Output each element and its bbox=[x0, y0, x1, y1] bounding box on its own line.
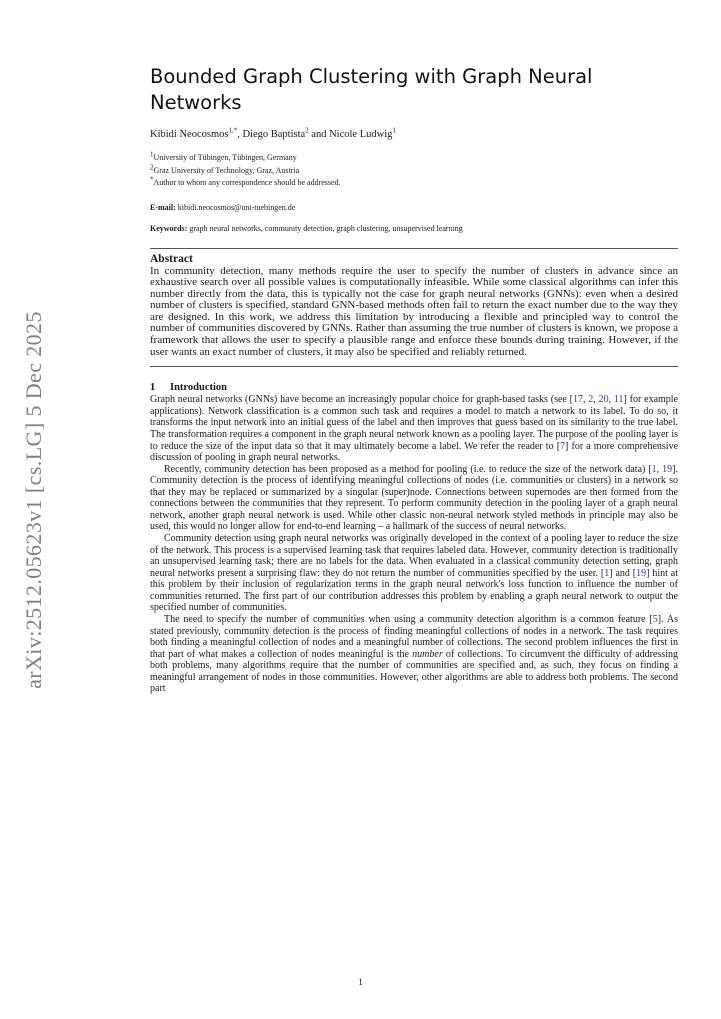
citation-link[interactable]: 1 bbox=[604, 567, 610, 579]
citation-link[interactable]: 20 bbox=[598, 394, 609, 406]
author-affiliation-mark: 1,* bbox=[228, 126, 238, 135]
paper-content bbox=[150, 64, 678, 695]
abstract-block bbox=[150, 253, 678, 359]
paragraph-text: ] for a more comprehensive discussion of pooling in graph neural networks. bbox=[150, 440, 679, 464]
keywords-text: graph neural networks, community detection, graph clustering, unsupervised learning bbox=[189, 223, 463, 233]
paragraph-text: , bbox=[593, 394, 599, 406]
body-paragraph bbox=[150, 533, 678, 614]
paragraph-text: The need to specify the number of communities when using a community detection algorithm is a common feature [ bbox=[164, 613, 653, 625]
body-paragraph bbox=[150, 614, 678, 695]
abstract-top-rule bbox=[150, 248, 678, 249]
author-separator: , bbox=[237, 129, 243, 140]
abstract-heading: Abstract bbox=[150, 252, 193, 265]
paragraph-text: Recently, community detection has been proposed as a method for pooling (i.e. to reduce the size of the network data) [ bbox=[164, 463, 652, 475]
paragraph-text: , bbox=[582, 394, 589, 406]
affiliation-text: University of Tübingen, Tübingen, Germany bbox=[153, 153, 297, 162]
section-body bbox=[150, 394, 678, 695]
section-title: Introduction bbox=[170, 382, 227, 394]
affiliation-mark: * bbox=[150, 175, 154, 184]
affiliation-item bbox=[150, 152, 678, 165]
paragraph-text: ] for example applications). Network classification is a common such task and requires a model to match a network to its label. To do so, it transforms the input network into an initial guess of the label and then improves that guess based on its similarity to the true label. The transformation requires a component in the graph neural network known as a pooling layer. The purpose of the pooling layer is to reduce the size of the input data so that it may ultimately become a label. We refer the reader to [ bbox=[150, 394, 679, 452]
body-paragraph bbox=[150, 464, 678, 533]
email-address[interactable]: kibidi.neocosmos@uni-tuebingen.de bbox=[177, 202, 296, 212]
citation-link[interactable]: 5 bbox=[652, 613, 658, 625]
citation-link[interactable]: 1 bbox=[651, 463, 657, 475]
author-affiliation-mark: 1 bbox=[392, 126, 396, 135]
affiliation-mark: 2 bbox=[150, 162, 154, 171]
emphasized-text: number bbox=[412, 648, 443, 660]
page-number: 1 bbox=[358, 978, 363, 988]
affiliation-text: Author to whom any correspondence should be addressed. bbox=[153, 178, 341, 187]
affiliation-mark: 1 bbox=[150, 150, 154, 159]
abstract-bottom-rule bbox=[150, 366, 678, 367]
affiliation-text: Graz University of Technology, Graz, Austria bbox=[153, 165, 300, 175]
paragraph-text: , bbox=[608, 394, 614, 406]
abstract-text: In community detection, many methods require the user to specify the number of clusters in advance since an exhaustive search over all possible values is computationally infeasible. While some classical algorithms can infer this number directly from the data, this is typically not the case for graph neural networks (GNNs): even when a desired number of clusters is specified, standard GNN-based methods often fail to return the exact number due to the way they are designed. In this work, we address this limitation by introducing a flexible and principled way to control the number of communities discovered by GNNs. Rather than assuming the true number of clusters is known, we propose a framework that allows the user to specify a plausible range and enforce these bounds during training. However, if the user wants an exact number of clusters, it may also be specified and reliably returned. bbox=[150, 264, 678, 358]
paragraph-text: ]. Community detection is the process of identifying meaningful collections of nodes (i.e. communities or clusters) in a network so that they may be replaced or summarized by a singular (super)node. Connections between supernodes are then formed from the connections between the communities that they represent. To perform community detection in the pooling layer of a graph neural network, another graph neural network is used. While other classic non-neural network styled methods in principle may also be used, this would no longer allow for end-to-end learning – a hallmark of the success of neural networks. bbox=[150, 463, 679, 533]
section-heading bbox=[150, 382, 678, 394]
arxiv-identifier-stamp bbox=[18, 311, 50, 689]
body-paragraph bbox=[150, 394, 678, 463]
section-number: 1 bbox=[150, 382, 156, 394]
affiliation-item bbox=[150, 162, 678, 178]
citation-link[interactable]: 7 bbox=[560, 440, 566, 452]
paragraph-text: Community detection using graph neural networks was originally developed in the context of a pooling layer to reduce the size of the network. This process is a supervised learning task that requires labeled data. However, community detection is traditionally an unsupervised learning task; there are no labels for the data. When evaluated in a classical community detection setting, graph neural networks present a surprising flaw: they do not return the number of communities specified by the user. [ bbox=[150, 533, 678, 579]
paragraph-text: of collections. To circumvent the difficulty of addressing both problems, many algorithms require that the number of communities are specified and, as such, they focus on finding a meaningful arrangement of nodes in those communities. However, other algorithms are able to address both problems. The second part bbox=[150, 648, 678, 695]
author-affiliation-mark: 2 bbox=[305, 126, 309, 135]
paragraph-text: ] hint at this problem by their inclusion of regularization terms in the graph neural network's loss function to influence the number of communities returned. The first part of our contribution addresses this problem by enabling a graph neural network to output the specified number of communities. bbox=[150, 567, 678, 614]
author-name: Diego Baptista bbox=[242, 129, 306, 140]
author-separator: and bbox=[308, 129, 330, 140]
keywords-line bbox=[150, 223, 678, 234]
author-name: Kibidi Neocosmos bbox=[150, 129, 229, 140]
citation-link[interactable]: 19 bbox=[662, 463, 673, 475]
author-list bbox=[150, 128, 678, 142]
email-line bbox=[150, 202, 678, 213]
arxiv-identifier-text: arXiv:2512.05623v1 [cs.LG] 5 Dec 2025 bbox=[21, 311, 47, 689]
paper-title: Bounded Graph Clustering with Graph Neural Networks bbox=[150, 65, 593, 114]
citation-link[interactable]: 11 bbox=[613, 394, 624, 406]
author-name: Nicole Ludwig bbox=[329, 129, 393, 140]
citation-link[interactable]: 2 bbox=[588, 394, 594, 406]
paragraph-text: ] and [ bbox=[609, 567, 637, 579]
paragraph-text: , bbox=[656, 463, 663, 475]
keywords-label: Keywords: bbox=[150, 223, 188, 233]
paragraph-text: ]. As stated previously, community detection is the process of finding meaningful collections of nodes in a network. The task requires both finding a meaningful collection of nodes and a meaningful number of collections. The second problem influences the first in that part of what makes a collection of nodes meaningful is the bbox=[150, 613, 678, 660]
affiliation-item bbox=[150, 177, 678, 190]
citation-link[interactable]: 17 bbox=[572, 394, 583, 406]
affiliation-list bbox=[150, 152, 678, 190]
citation-link[interactable]: 19 bbox=[636, 567, 647, 579]
paragraph-text: Graph neural networks (GNNs) have become an increasingly popular choice for graph-based tasks (see [ bbox=[150, 394, 573, 406]
email-label: E-mail: bbox=[150, 202, 176, 212]
